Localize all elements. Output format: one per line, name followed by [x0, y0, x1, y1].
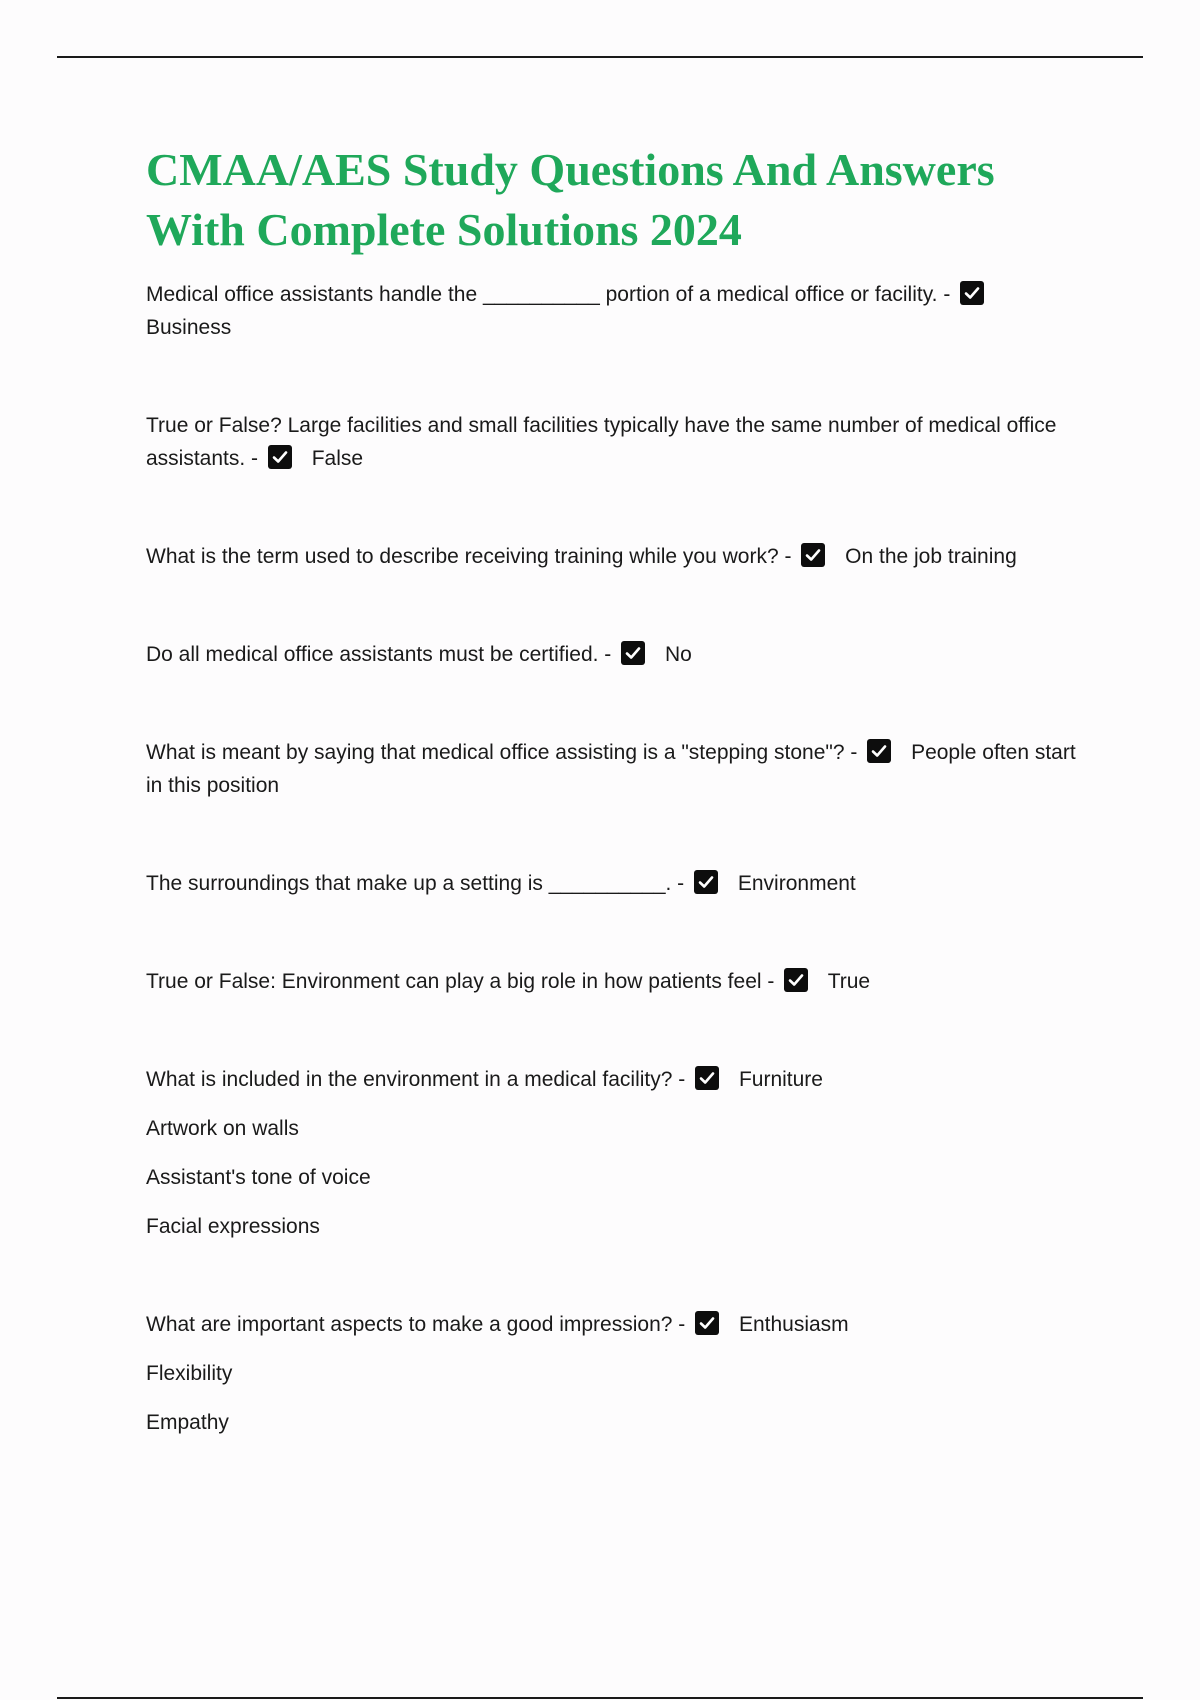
- checked-box-icon: [695, 1311, 719, 1335]
- checked-box-icon: [784, 968, 808, 992]
- qa-item: [146, 867, 1086, 900]
- qa-list: [146, 278, 1086, 1439]
- question-text: The surroundings that make up a setting is __________. -: [146, 872, 685, 895]
- answer-text: False: [311, 447, 364, 470]
- answer-text: True: [827, 970, 871, 993]
- checked-box-icon: [695, 1066, 719, 1090]
- qa-item: [146, 540, 1086, 573]
- qa-item: [146, 278, 1086, 344]
- answer-text: Furniture: [738, 1068, 823, 1091]
- question-text: Do all medical office assistants must be certified. -: [146, 643, 612, 666]
- qa-item: [146, 1308, 1086, 1439]
- qa-item: [146, 1063, 1086, 1243]
- answer-text: No: [665, 643, 692, 666]
- answer-text: On the job training: [845, 545, 1017, 568]
- checked-box-icon: [621, 641, 645, 665]
- answer-extra-line: Empathy: [146, 1411, 229, 1434]
- answer-text: Environment: [737, 872, 856, 895]
- answer-extra-line: Artwork on walls: [146, 1117, 299, 1140]
- checked-box-icon: [867, 739, 891, 763]
- question-text: What is included in the environment in a medical facility? -: [146, 1068, 686, 1091]
- answer-text: Enthusiasm: [738, 1313, 849, 1336]
- checked-box-icon: [801, 543, 825, 567]
- question-text: What is meant by saying that medical office assisting is a "stepping stone"? -: [146, 741, 858, 764]
- question-text: True or False? Large facilities and small facilities typically have the same number of medical office assistants. -: [146, 414, 1057, 470]
- answer-extra-line: Flexibility: [146, 1362, 233, 1385]
- answer-text: Business: [146, 316, 232, 339]
- question-text: What is the term used to describe receiving training while you work? -: [146, 545, 792, 568]
- document-title: CMAA/AES Study Questions And Answers With Complete Solutions 2024: [146, 144, 995, 255]
- qa-item: [146, 638, 1086, 671]
- answer-text: People often start in this position: [146, 741, 1076, 797]
- answer-extra-line: Assistant's tone of voice: [146, 1166, 371, 1189]
- question-text: Medical office assistants handle the __________ portion of a medical office or facility. -: [146, 283, 951, 306]
- answer-extra-line: Facial expressions: [146, 1215, 320, 1238]
- bottom-rule: [57, 1697, 1143, 1699]
- qa-item: [146, 409, 1086, 475]
- question-text: What are important aspects to make a good impression? -: [146, 1313, 686, 1336]
- top-rule: [57, 56, 1143, 58]
- checked-box-icon: [268, 445, 292, 469]
- qa-item: [146, 965, 1086, 998]
- checked-box-icon: [960, 281, 984, 305]
- checked-box-icon: [694, 870, 718, 894]
- question-text: True or False: Environment can play a big role in how patients feel -: [146, 970, 775, 993]
- qa-item: [146, 736, 1086, 802]
- document-body: [146, 140, 1086, 1439]
